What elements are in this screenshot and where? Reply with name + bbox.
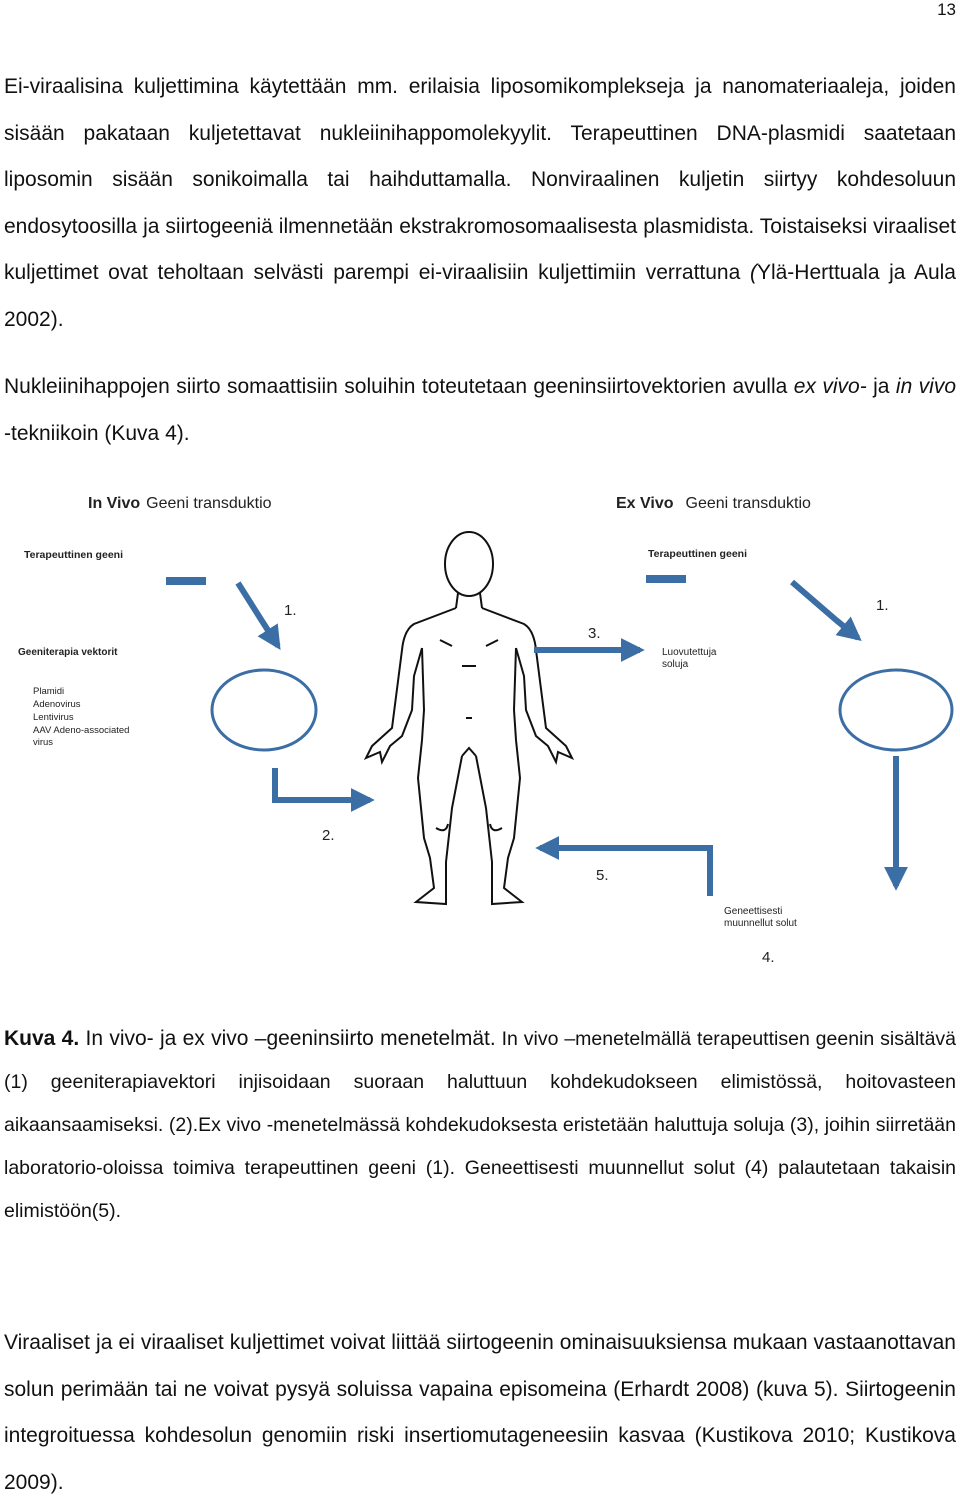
gene-transfer-diagram — [0, 478, 960, 988]
paragraph-text: Ei-viraalisina kuljettimina käytettään mm. erilaisia liposomikomplekseja ja nanomateriaaleja, joiden sisään pakataan kuljetettavat nukleiinihappomolekyylit. Terapeuttinen DNA-plasmidi saatetaan liposomin sisään sonikoimalla tai haihduttamalla. Nonviraalinen kuljetin siirtyy kohdesoluun endosytoosilla ja siirtogeeniä ilmennetään ekstrakromosomaalisesta plasmidista. Toistaiseksi viraaliset kuljettimet ovat teholtaan selvästi parempi ei-viraalisiin kuljettimiin verrattuna — [4, 75, 956, 284]
step1-right-label: 1. — [876, 597, 889, 614]
vector-item: Lentivirus — [33, 712, 74, 723]
caption-body: In vivo –menetelmällä terapeuttisen geenin sisältävä (1) geeniterapiavektori injisoidaan suoraan haluttuun kohdekudokseen elimistössä, hoitovasteen aikaansaamiseksi. (2).Ex vivo -menetelmässä kohdekudoksesta eristetään haluttuja soluja (3), joihin siirretään laboratorio-oloissa toimiva terapeuttinen geeni (1). Geneettisesti muunnellut solut (4) palautetaan takaisin elimistöön(5). — [4, 1028, 957, 1222]
step3-label: 3. — [588, 625, 601, 642]
caption-label: Kuva 4. — [4, 1027, 80, 1050]
modified-cells-label: Geneettisesti muunnellut solut — [724, 906, 797, 929]
paragraph-text: Nukleiinihappojen siirto somaattisiin soluihin toteutetaan geeninsiirtovektorien avulla — [4, 375, 794, 398]
figure-caption — [4, 1017, 956, 1233]
vector-item: Adenovirus — [33, 699, 81, 710]
paragraph-integration: Viraaliset ja ei viraaliset kuljettimet voivat liittää siirtogeenin ominaisuuksiensa mukaan vastaanottavan solun perimään tai ne voivat pysyä soluissa vapaina episomeina (Erhardt 2008) (kuva 5). Siirtogeenin integroituessa kohdesolun genomiin riski insertiomutageneesiin kasvaa (Kustikova 2010; Kustikova 2009). — [4, 1331, 956, 1494]
arrow-step1-left — [238, 583, 278, 646]
paragraph-citation: Ylä-Herttuala ja Aula 2002). — [4, 261, 956, 331]
arrow-step2 — [275, 768, 370, 800]
right-gene-label: Terapeuttinen geeni — [648, 548, 747, 560]
in-vivo-title: In Vivo Geeni transduktio — [88, 495, 272, 512]
step4-label: 4. — [762, 949, 775, 966]
left-gene-bar — [166, 577, 206, 585]
ex-vivo-title: Ex Vivo Geeni transduktio — [616, 495, 811, 512]
vector-list — [33, 686, 129, 748]
vector-item: Plamidi — [33, 686, 65, 697]
vector-item: virus — [33, 737, 54, 748]
paragraph-italic-paren: ( — [749, 261, 757, 284]
term-in-vivo: in vivo — [895, 375, 957, 398]
paragraph-text: -tekniikoin (Kuva 4). — [4, 421, 190, 445]
step1-left-label: 1. — [284, 602, 297, 619]
paragraph-somatic-transfer — [4, 364, 956, 457]
released-cells-label: Luovutettuja soluja — [662, 647, 717, 670]
term-ex-vivo: ex vivo- — [793, 375, 867, 398]
left-vector-circle — [212, 670, 316, 750]
arrow-step5 — [540, 848, 710, 896]
page-number: 13 — [937, 0, 956, 19]
step2-label: 2. — [322, 827, 335, 844]
step5-label: 5. — [596, 867, 609, 884]
paragraph-non-viral-carriers — [4, 64, 956, 343]
vector-label: Geeniterapia vektorit — [18, 647, 118, 658]
paragraph-text: ja — [866, 375, 896, 398]
left-gene-label: Terapeuttinen geeni — [24, 549, 123, 561]
right-cell-circle — [840, 670, 952, 750]
vector-item: AAV Adeno-associated — [33, 725, 130, 736]
arrow-step1-right — [792, 582, 858, 638]
caption-title: In vivo- ja ex vivo –geeninsiirto menetelmät. — [79, 1027, 496, 1050]
right-gene-bar — [646, 575, 686, 583]
